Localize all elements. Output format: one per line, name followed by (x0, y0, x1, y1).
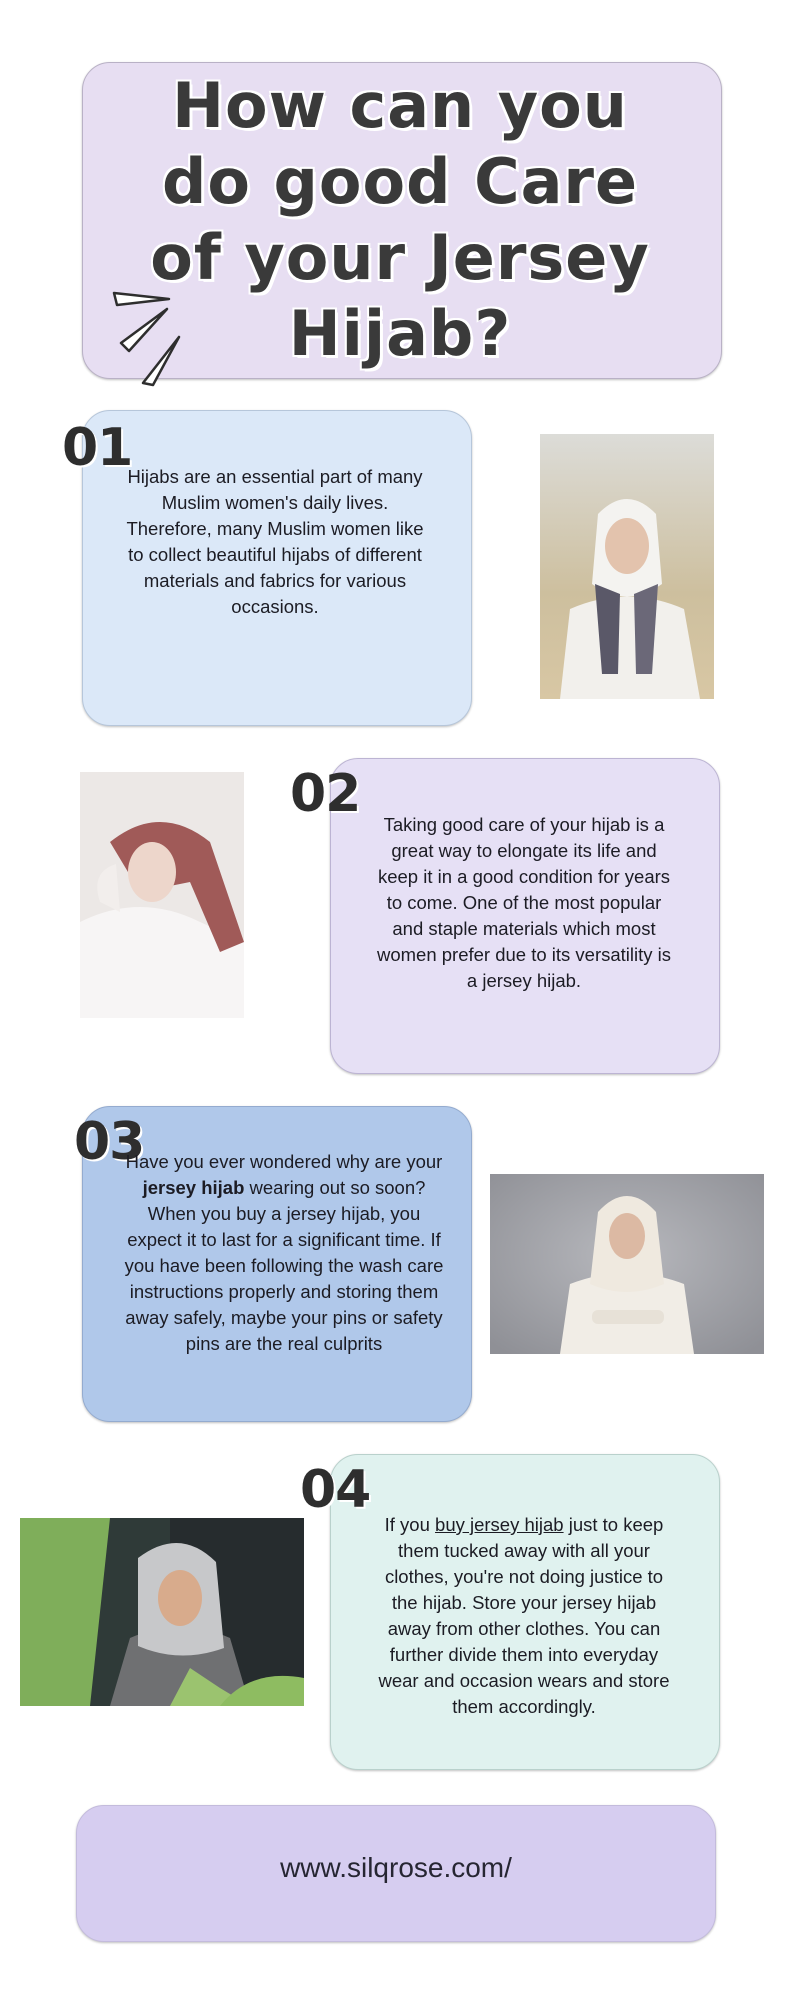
section-04-text-after: just to keep them tucked away with all your clothes, you're not doing justice to the hijab. Store your jersey hijab away from other clothes. You can further divide them into everyday wear and occasion wears and store them accordingly. (378, 1514, 670, 1717)
section-04-text-before: If you (384, 1514, 436, 1535)
buy-jersey-hijab-link[interactable]: buy jersey hijab (435, 1514, 564, 1535)
section-01-text: Hijabs are an essential part of many Muslim women's daily lives. Therefore, many Muslim women like to collect beautiful hijabs of different materials and fabrics for various occasions. (126, 466, 424, 617)
woman-rose-hijab-photo (80, 772, 244, 1018)
section-03-text (124, 1149, 444, 1357)
section-01-photo (540, 434, 714, 699)
page-title: How can you do good Care of your Jersey Hijab? (150, 69, 650, 370)
footer-url[interactable]: www.silqrose.com/ (280, 1852, 512, 1883)
section-04-photo (20, 1518, 304, 1706)
woman-white-hijab-photo (540, 434, 714, 699)
footer-card (76, 1805, 716, 1942)
section-02-number: 02 (290, 764, 361, 824)
section-03-number: 03 (74, 1112, 145, 1172)
woman-cream-hijab-photo (490, 1174, 764, 1354)
section-04-text (374, 1512, 674, 1720)
section-02-text: Taking good care of your hijab is a great way to elongate its life and keep it in a good condition for years to come. One of the most popular and staple materials which most women prefer due to its versatility is a jersey hijab. (376, 814, 672, 991)
section-02-photo (80, 772, 244, 1018)
section-03-text-bold: jersey hijab (142, 1177, 245, 1198)
section-03-text-after: wearing out so soon? When you buy a jersey hijab, you expect it to last for a significant time. If you have been following the wash care instructions properly and storing them away safely, maybe your pins or safety pins are the real culprits (124, 1177, 444, 1354)
section-01-number: 01 (62, 418, 133, 478)
woman-gray-hijab-photo (20, 1518, 304, 1706)
section-04-number: 04 (300, 1460, 371, 1520)
section-03-text-before: Have you ever wondered why are your (125, 1151, 443, 1172)
section-03-photo (490, 1174, 764, 1354)
